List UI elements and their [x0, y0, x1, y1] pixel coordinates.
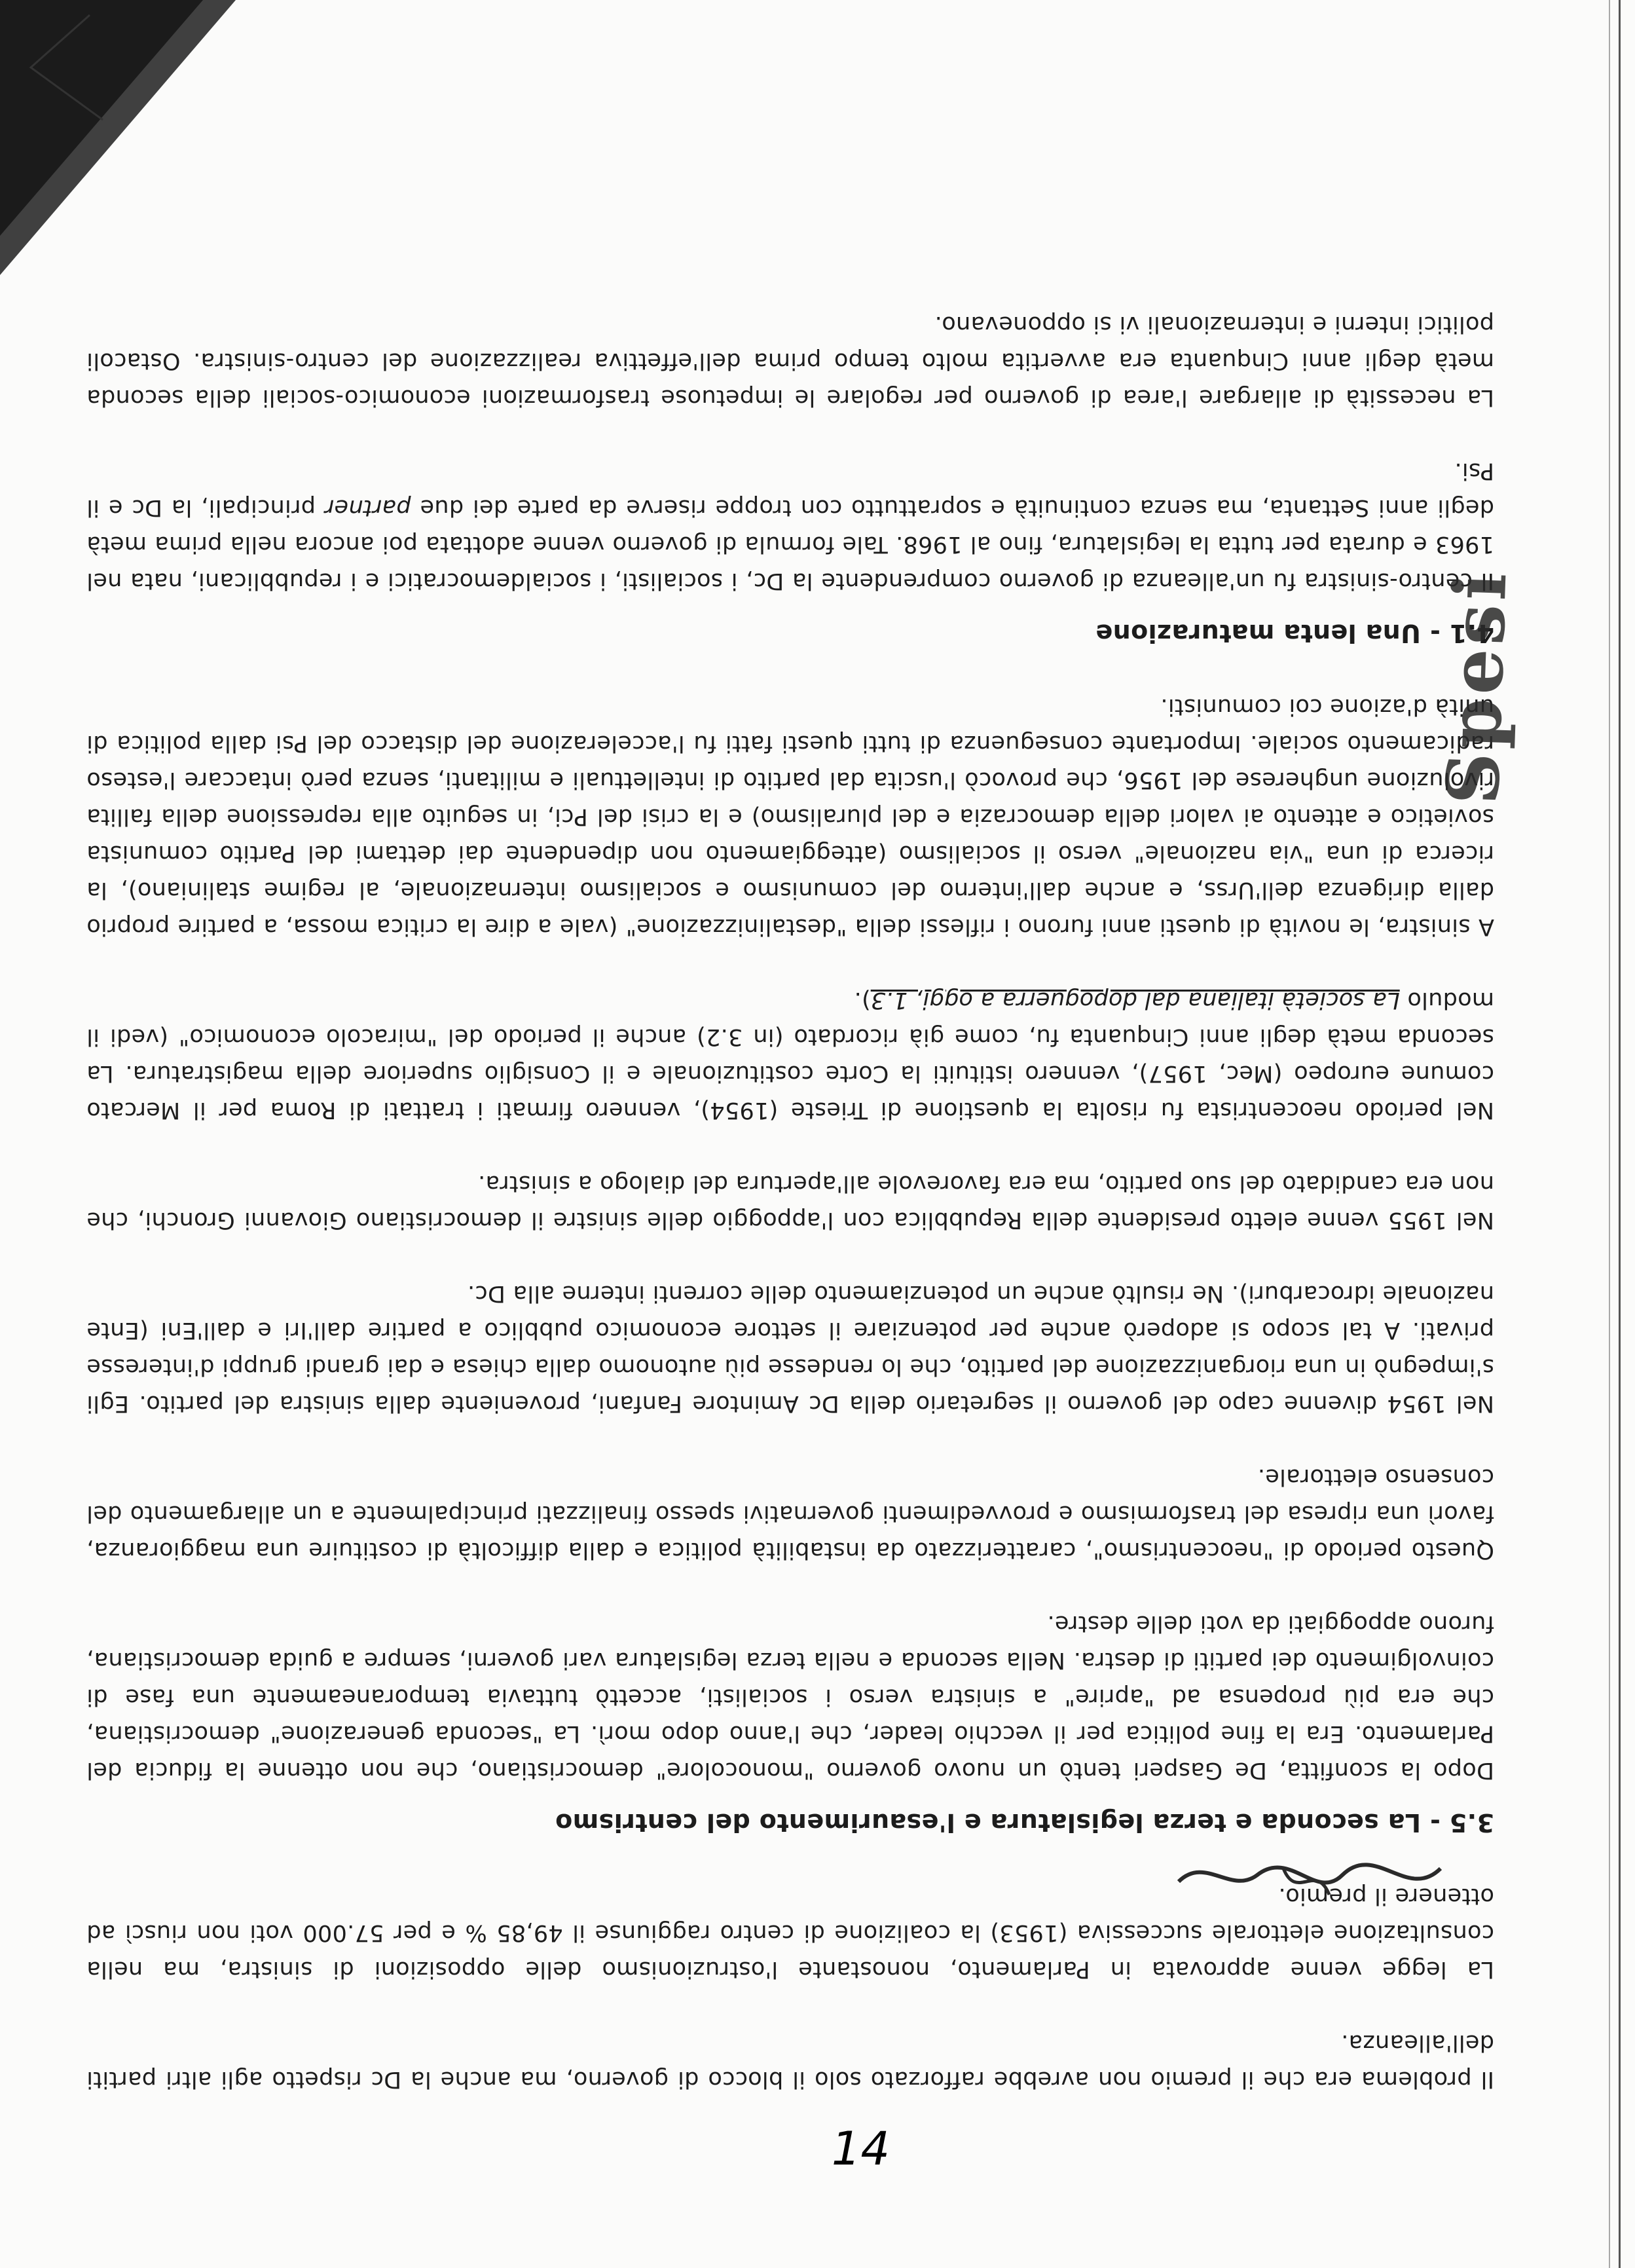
section-heading-4-1: 4.1 - Una lenta maturazione	[1095, 619, 1494, 648]
paragraph-centro-sinistra-text: Il centro-sinistra fu un'alleanza di governo comprendente la Dc, i socialisti, i socialdemocratici e i repubblicani, nata nel 1963 e durata per tutta la legislatura, fino al 1968. Tale formula di governo venne adottata poi ancora nella prima metà degli anni Settanta, ma senza continuità e soprattutto con troppe riserve da parte dei due	[86, 494, 1494, 594]
paragraph-necessita: La necessità di allargare l'area di governo per regolare le impetuose trasformazioni economico-sociali della seconda metà degli anni Cinquanta era avvertita molto tempo prima dell'effettiva realizzazione del centro-sinistra. Ostacoli politici interni e internazionali vi si opponevano.	[86, 311, 1494, 411]
paragraph-legge: La legge venne approvata in Parlamento, nonostante l'ostruzionismo delle opposizioni di sinistra, ma nella consultazione elettorale successiva (1953) la coalizione di centro raggiunse il 49,85 % e per 57.000 voti non riuscì ad ottenere il premio.	[86, 1883, 1494, 1982]
paragraph-premio: Il problema era che il premio non avrebbe rafforzato solo il blocco di governo, ma anche la Dc rispetto agli altri partiti dell'alleanza.	[86, 2030, 1494, 2092]
paragraph-trieste-text: Nel periodo neocentrista fu risolta la questione di Trieste (1954), vennero firmati i trattati di Roma per il Mercato comune europeo (Mec, 1957), vennero istituiti la Corte costituzionale e il Consiglio superiore della magistratura. La seconda metà degli anni Cinquanta fu, come già ricordato (in 3.2) anche il periodo del "miracolo economico" (vedi il modulo	[86, 987, 1494, 1123]
section-heading-3-5: 3.5 - La seconda e terza legislatura e l'esaurimento del centrismo	[555, 1808, 1494, 1837]
paragraph-centro-sinistra-end: principali, la Dc e il Psi.	[86, 458, 1494, 521]
binding-edge-line-2	[1609, 0, 1610, 2268]
page-number: 14	[832, 2122, 891, 2176]
paragraph-destalinizzazione: A sinistra, le novità di questi anni furono i riflessi della "destalinizzazione" (vale a dire la critica mossa, a partire proprio dalla dirigenza dell'Urss, e anche dall'interno del comunismo e socialismo internazionale, al regime staliniano), la ricerca di una "via nazionale" verso il socialismo (atteggiamento non dipendente dai dettami del Partito comunista sovietico e attento ai valori della democrazia e del pluralismo) e la crisi del Pci, in seguito alla repressione della fallita rivoluzione ungherese del 1956, che provocò l'uscita dal partito di intellettuali e militanti, senza però intaccare l'esteso radicamento sociale. Importante conseguenza di tutti questi fatti fu l'accelerazione del distacco del Psi dalla politica di unità d'azione coi comunisti.	[86, 694, 1494, 940]
paragraph-gronchi: Nel 1955 venne eletto presidente della Repubblica con l'appoggio delle sinistre il democristiano Giovanni Gronchi, che non era candidato del suo partito, ma era favorevole all'apertura del dialogo a sinistra.	[86, 1170, 1494, 1233]
paragraph-centro-sinistra	[86, 453, 1494, 599]
pen-stroke-mark	[18, 9, 109, 126]
binding-edge-line	[1619, 0, 1621, 2268]
paragraph-trieste-end: ).	[854, 987, 871, 1013]
module-reference-link: La società italiana dal dopoguerra a oggi, 1.3	[870, 987, 1400, 1013]
paragraph-neocentrismo: Questo periodo di "neocentrismo", caratterizzato da instabilità politica e dalla difficoltà di costituire una maggioranza, favorì una ripresa del trasformismo e provvedimenti governativi spesso finalizzati principalmente a un allargamento del consenso elettorale.	[86, 1464, 1494, 1563]
handwritten-margin-note: Spesi	[1430, 567, 1523, 806]
paragraph-de-gasperi: Dopo la sconfitta, De Gasperi tentò un nuovo governo "monocolore" democristiano, che non ottenne la fiducia del Parlamento. Era la fine politica per il vecchio leader, che l'anno dopo morì. La "seconda generazione" democristiana, che era più propensa ad "aprire" a sinistra verso i socialisti, accettò tuttavia temporaneamente una fase di coinvolgimento dei partiti di destra. Nella seconda e nella terza legislatura vari governi, sempre a guida democristiana, furono appoggiati da voti delle destre.	[86, 1610, 1494, 1783]
partner-term: partner	[324, 494, 411, 521]
handwritten-scribble	[1172, 1836, 1447, 1914]
paragraph-trieste	[86, 982, 1494, 1128]
document-body	[86, 269, 1494, 2098]
paragraph-fanfani: Nel 1954 divenne capo del governo il segretario della Dc Amintore Fanfani, proveniente dalla sinistra del partito. Egli s'impegnò in una riorganizzazione del partito, che lo rendesse più autonomo dalla chiesa e dai grandi gruppi d'interesse privati. A tal scopo si adoperò anche per potenziare il settore economico pubblico a partire dall'Iri e dall'Eni (Ente nazionale idrocarburi). Ne risultò anche un potenziamento delle correnti interne alla Dc.	[86, 1280, 1494, 1417]
